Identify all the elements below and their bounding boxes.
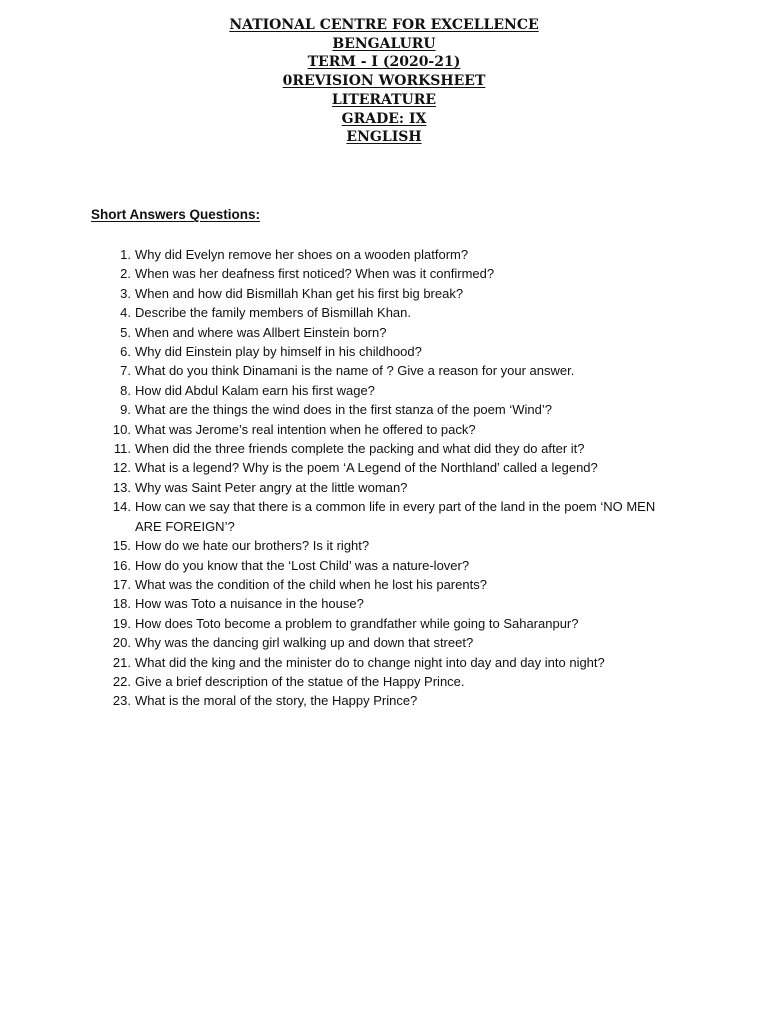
question-item	[100, 245, 670, 264]
question-text: How does Toto become a problem to grandfather while going to Saharanpur?	[135, 615, 579, 631]
question-number: 21.	[112, 654, 131, 670]
question-item	[100, 264, 670, 283]
question-item	[100, 614, 670, 633]
question-number: 3.	[120, 285, 131, 301]
question-number: 14.	[112, 499, 131, 515]
grade-label: GRADE: IX	[341, 110, 427, 127]
question-number: 2.	[120, 266, 131, 282]
school-city: BENGALURU	[332, 35, 436, 52]
question-text: When and how did Bismillah Khan get his first big break?	[135, 285, 464, 301]
section-title: Short Answers Questions:	[91, 207, 261, 222]
question-text: How was Toto a nuisance in the house?	[135, 596, 364, 612]
question-item	[100, 400, 670, 419]
question-text: How do we hate our brothers? Is it right?	[135, 538, 370, 554]
question-text: What did the king and the minister do to change night into day and day into night?	[135, 654, 605, 670]
question-list	[100, 245, 670, 711]
question-number: 4.	[120, 305, 131, 321]
question-text: Why did Einstein play by himself in his childhood?	[135, 344, 422, 360]
question-number: 19.	[112, 615, 131, 631]
question-text: How can we say that there is a common life in every part of the land in the poem ‘NO MEN ARE FOREIGN’?	[135, 499, 656, 534]
question-text: When did the three friends complete the packing and what did they do after it?	[135, 441, 585, 457]
question-item	[100, 478, 670, 497]
question-number: 13.	[112, 479, 131, 495]
question-text: When and where was Allbert Einstein born?	[135, 324, 387, 340]
question-item	[100, 284, 670, 303]
question-number: 7.	[120, 363, 131, 379]
question-text: Why was Saint Peter angry at the little woman?	[135, 479, 408, 495]
question-text: What was the condition of the child when he lost his parents?	[135, 576, 487, 592]
question-text: What is the moral of the story, the Happy Prince?	[135, 693, 418, 709]
subject-area: LITERATURE	[331, 91, 437, 108]
question-item	[100, 381, 670, 400]
question-item	[100, 342, 670, 361]
question-text: How did Abdul Kalam earn his first wage?	[135, 382, 375, 398]
term-label: TERM - I (2020-21)	[307, 54, 461, 71]
question-text: What was Jerome’s real intention when he offered to pack?	[135, 421, 476, 437]
question-text: What do you think Dinamani is the name of ? Give a reason for your answer.	[135, 363, 575, 379]
question-number: 17.	[112, 576, 131, 592]
question-text: What are the things the wind does in the first stanza of the poem ‘Wind’?	[135, 402, 552, 418]
question-number: 6.	[120, 344, 131, 360]
question-item	[100, 323, 670, 342]
question-text: Why did Evelyn remove her shoes on a wooden platform?	[135, 247, 469, 262]
worksheet-title: 0REVISION WORKSHEET	[282, 73, 486, 90]
question-text: Give a brief description of the statue of the Happy Prince.	[135, 673, 465, 689]
question-text: Describe the family members of Bismillah Khan.	[135, 305, 411, 321]
document-header	[0, 16, 768, 147]
question-item	[100, 672, 670, 691]
question-number: 22.	[112, 673, 131, 689]
question-item	[100, 594, 670, 613]
question-item	[100, 439, 670, 458]
question-item	[100, 536, 670, 555]
question-text: When was her deafness first noticed? When was it confirmed?	[135, 266, 495, 282]
school-name: NATIONAL CENTRE FOR EXCELLENCE	[229, 17, 539, 33]
question-number: 10.	[112, 421, 131, 437]
question-number: 23.	[112, 693, 131, 709]
question-number: 8.	[120, 382, 131, 398]
question-number: 12.	[112, 460, 131, 476]
question-number: 11.	[113, 441, 131, 457]
question-item	[100, 653, 670, 672]
question-item	[100, 691, 670, 710]
question-item	[100, 556, 670, 575]
question-item	[100, 361, 670, 380]
question-text: Why was the dancing girl walking up and down that street?	[135, 635, 474, 651]
question-number: 18.	[112, 596, 131, 612]
question-number: 1.	[120, 247, 131, 262]
question-number: 15.	[112, 538, 131, 554]
question-item	[100, 497, 670, 536]
question-number: 9.	[120, 402, 131, 418]
subject-name: ENGLISH	[346, 129, 422, 146]
question-number: 16.	[112, 557, 131, 573]
question-item	[100, 458, 670, 477]
question-item	[100, 420, 670, 439]
question-text: What is a legend? Why is the poem ‘A Legend of the Northland’ called a legend?	[135, 460, 598, 476]
question-text: How do you know that the ‘Lost Child’ was a nature-lover?	[135, 557, 470, 573]
question-item	[100, 575, 670, 594]
question-number: 5.	[120, 324, 131, 340]
question-item	[100, 303, 670, 322]
question-number: 20.	[112, 635, 131, 651]
question-item	[100, 633, 670, 652]
